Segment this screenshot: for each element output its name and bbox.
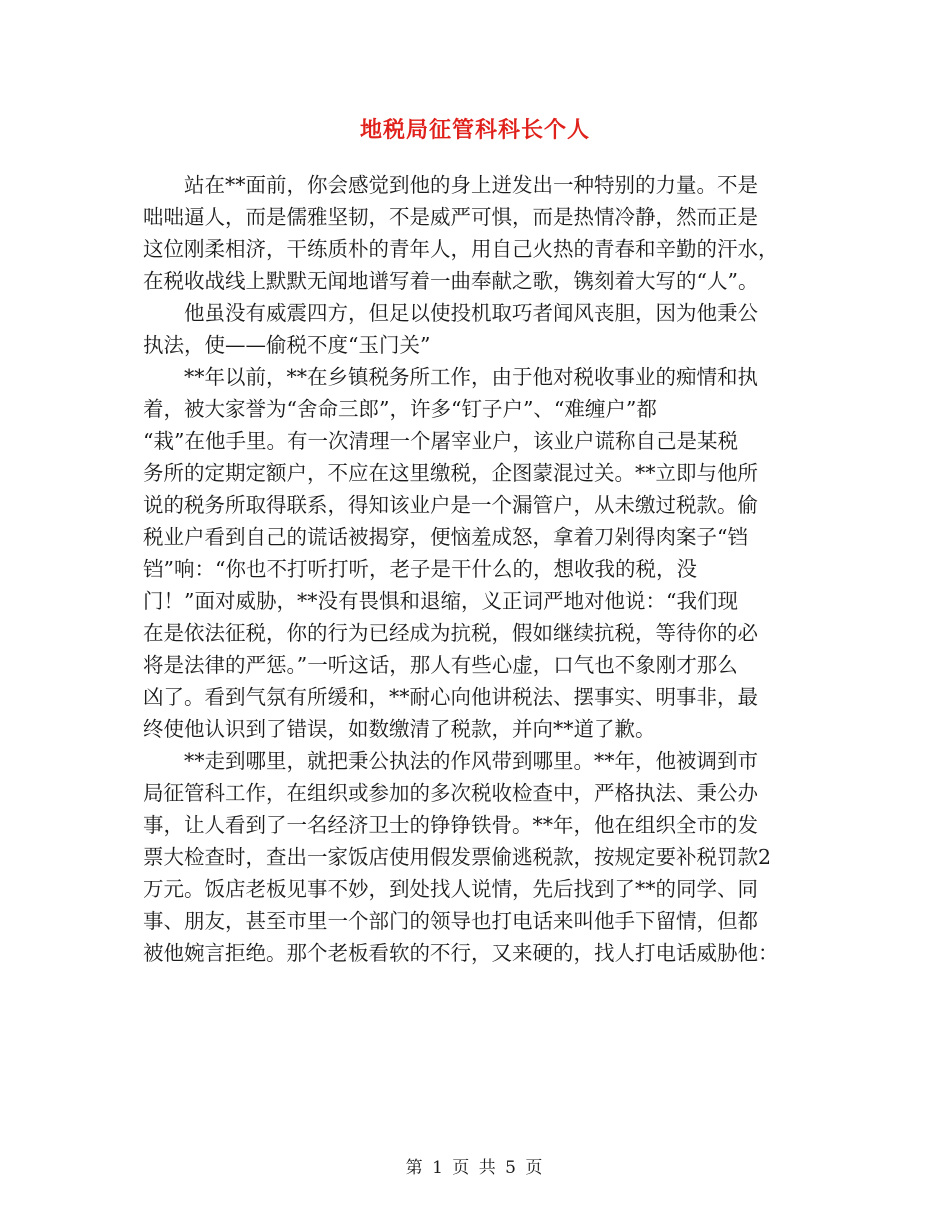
text-line: 税业户看到自己的谎话被揭穿，便恼羞成怒，拿着刀剁得肉案子“铛: [143, 525, 748, 549]
text-line: 铛”响：“你也不打听打听，老子是干什么的，想收我的税，没: [143, 557, 697, 581]
page-footer: 第 1 页 共 5 页: [405, 1158, 545, 1178]
text-line: 在是依法征税，你的行为已经成为抗税，假如继续抗税，等待你的必: [143, 621, 758, 645]
text-line: 门！”面对威胁，**没有畏惧和退缩，义正词严地对他说：“我们现: [143, 589, 738, 613]
text-line: 终使他认识到了错误，如数缴清了税款，并向**道了歉。: [143, 717, 656, 741]
text-line: 票大检查时，查出一家饭店使用假发票偷逃税款，按规定要补税罚款2: [143, 845, 772, 869]
text-line: 事，让人看到了一名经济卫士的铮铮铁骨。**年，他在组织全市的发: [143, 813, 758, 837]
text-line: “栽”在他手里。有一次清理一个屠宰业户，该业户谎称自己是某税: [143, 429, 738, 453]
text-line: 万元。饭店老板见事不妙，到处找人说情，先后找到了**的同学、同: [143, 877, 758, 901]
text-line: 事、朋友，甚至市里一个部门的领导也打电话来叫他手下留情，但都: [143, 909, 758, 933]
text-line: 站在**面前，你会感觉到他的身上迸发出一种特别的力量。不是: [143, 173, 758, 197]
text-line: 凶了。看到气氛有所缓和，**耐心向他讲税法、摆事实、明事非，最: [143, 685, 758, 709]
text-line: 咄咄逼人，而是儒雅坚韧，不是威严可惧，而是热情冷静，然而正是: [143, 205, 758, 229]
text-line: 被他婉言拒绝。那个老板看软的不行，又来硬的，找人打电话威胁他：: [143, 941, 779, 965]
text-line: 说的税务所取得联系，得知该业户是一个漏管户，从未缴过税款。偷: [143, 493, 758, 517]
text-line: 局征管科工作，在组织或参加的多次税收检查中，严格执法、秉公办: [143, 781, 758, 805]
text-line: 这位刚柔相济，干练质朴的青年人，用自己火热的青春和辛勤的汗水，: [143, 237, 779, 261]
text-line: 在税收战线上默默无闻地谱写着一曲奉献之歌，镌刻着大写的“人”。: [143, 269, 759, 293]
text-line: 他虽没有威震四方，但足以使投机取巧者闻风丧胆，因为他秉公: [143, 301, 758, 325]
text-line: 将是法律的严惩。”一听这话，那人有些心虚，口气也不象刚才那么: [143, 653, 738, 677]
text-line: **走到哪里，就把秉公执法的作风带到哪里。**年，他被调到市: [143, 749, 758, 773]
text-line: **年以前，**在乡镇税务所工作，由于他对税收事业的痴情和执: [143, 365, 758, 389]
text-line: 着，被大家誉为“舍命三郎”，许多“钉子户”、“难缠户”都: [143, 397, 657, 421]
document-title: 地税局征管科科长个人: [359, 117, 590, 143]
text-line: 执法，使——偷税不度“玉门关”: [143, 333, 431, 357]
text-line: 务所的定期定额户，不应在这里缴税，企图蒙混过关。**立即与他所: [143, 461, 758, 485]
